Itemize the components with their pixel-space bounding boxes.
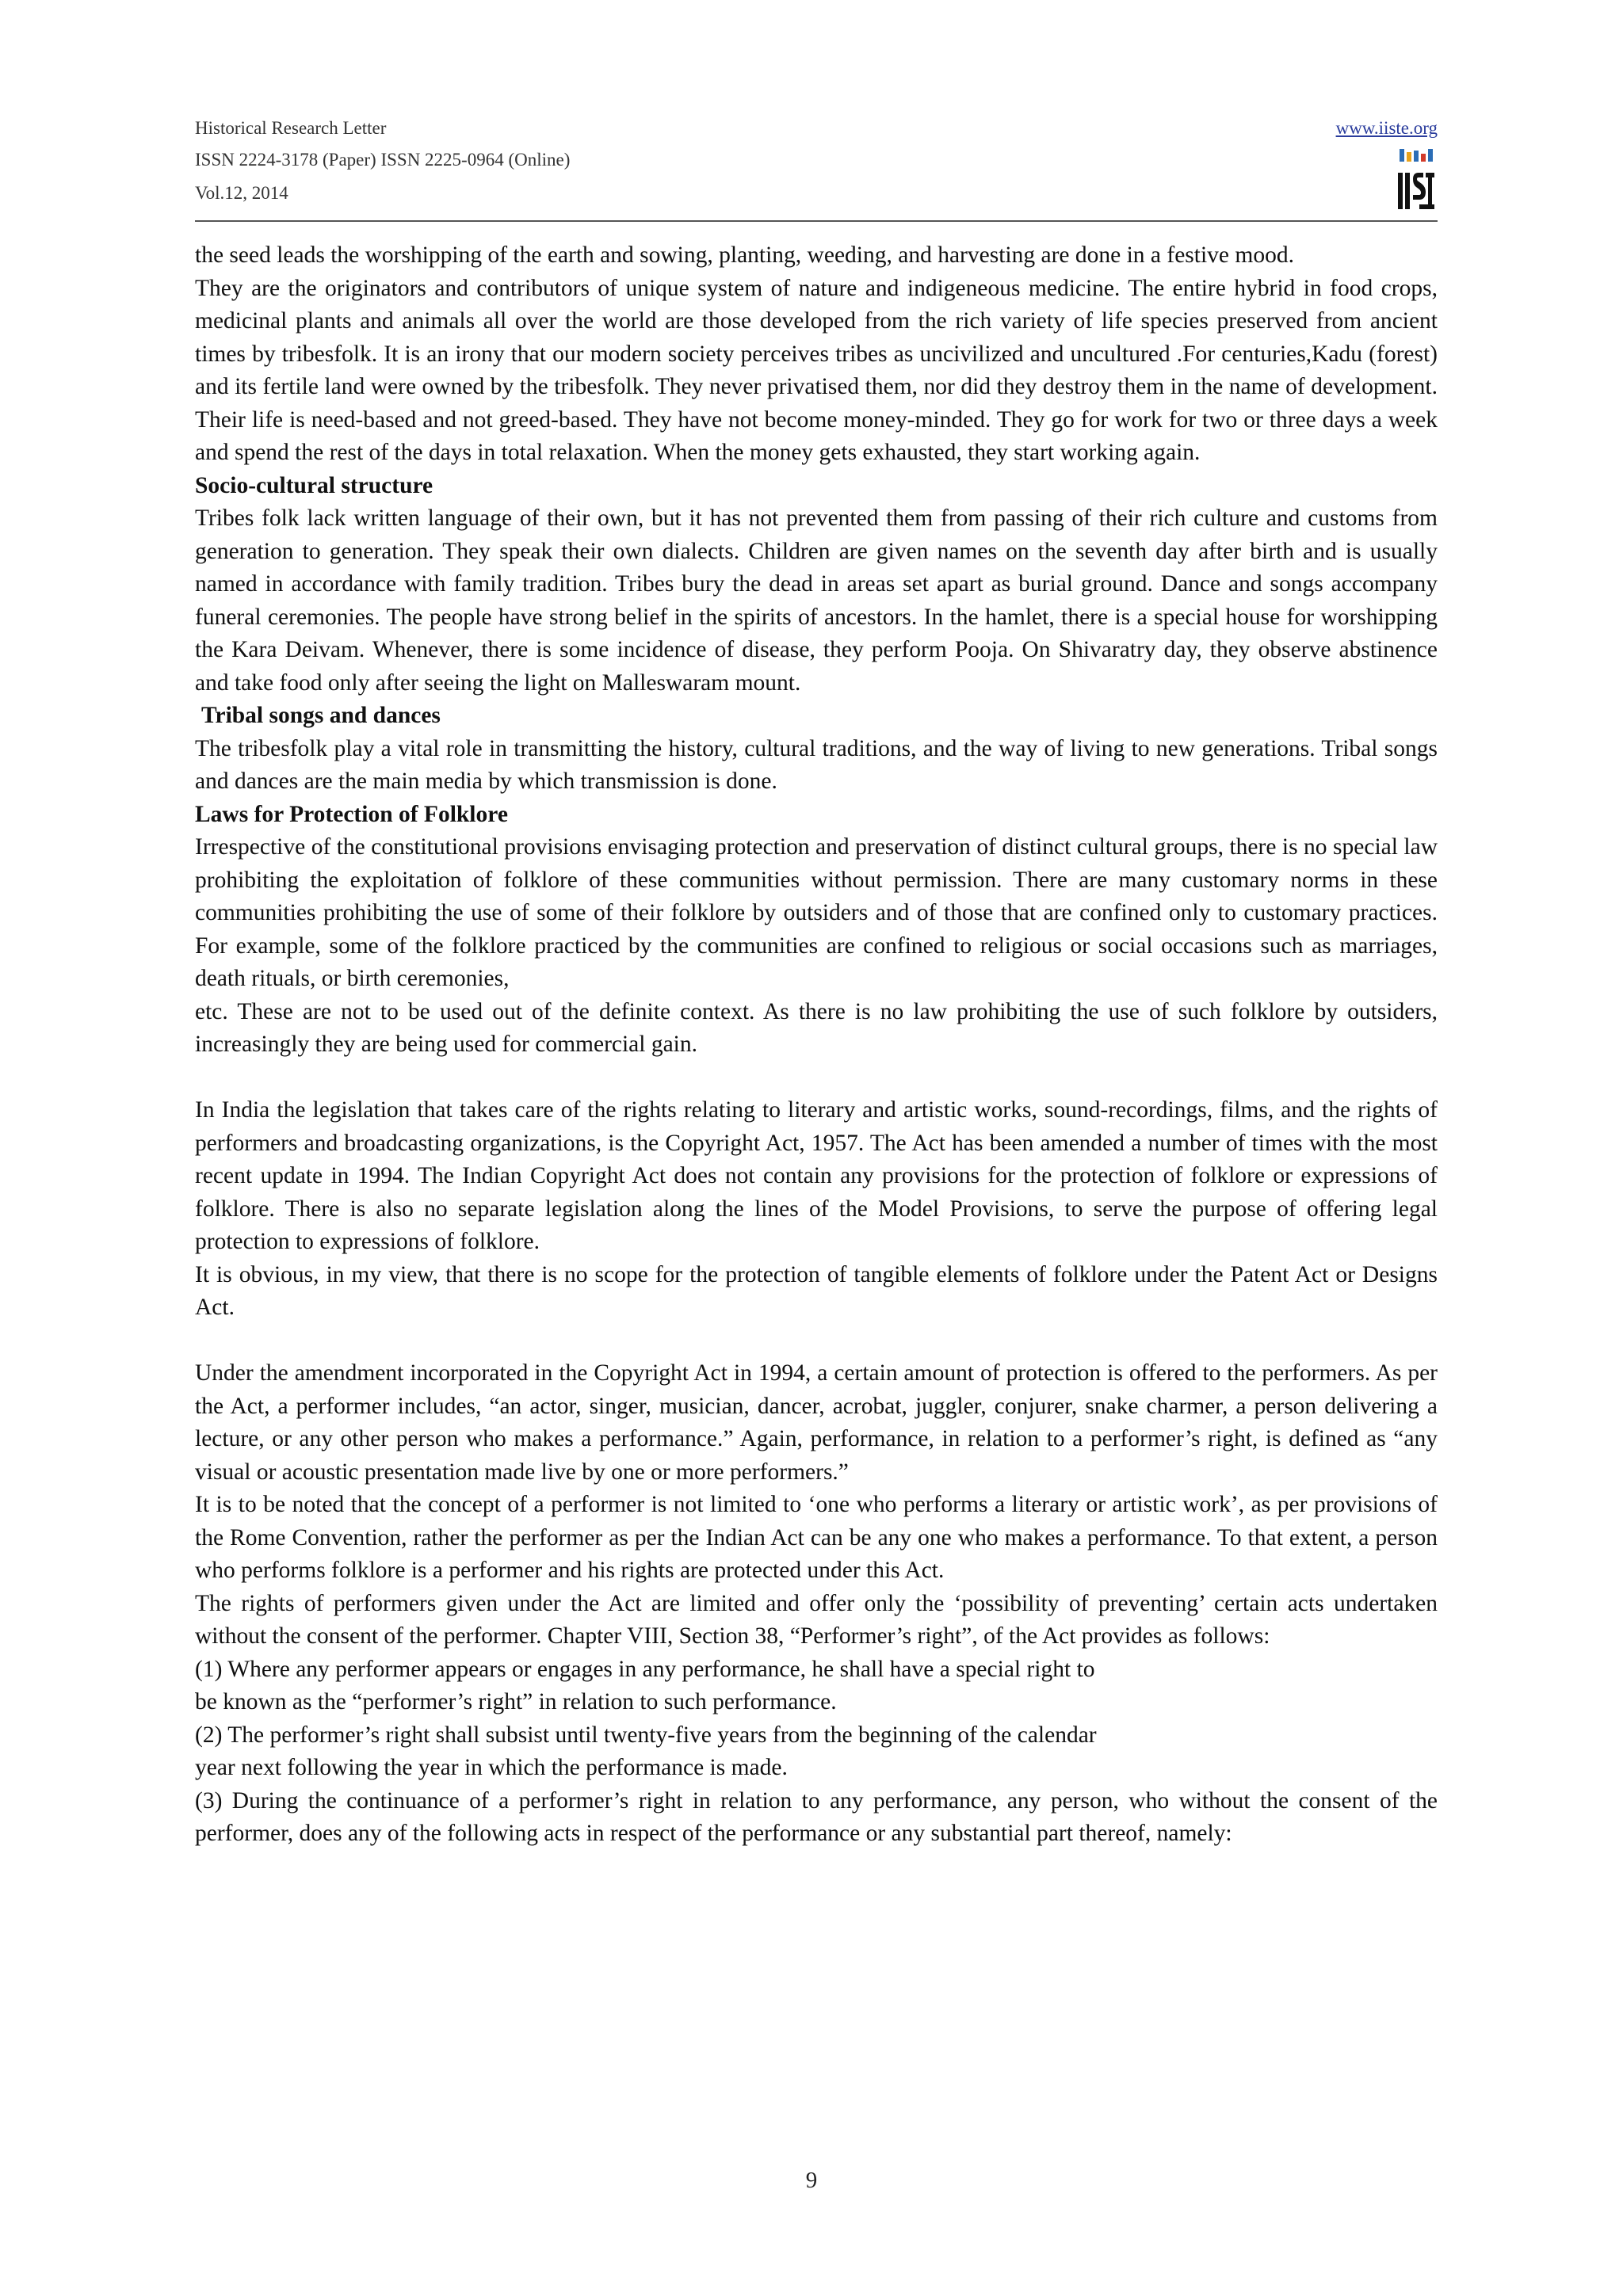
paragraph: The tribesfolk play a vital role in transmitting the history, cultural traditions, and the way of living to new generations. Tribal songs and dances are the main media by which transmission is done. <box>195 735 1438 794</box>
paragraph: They are the originators and contributors of unique system of nature and indigeneous medicine. The entire hybrid in food crops, medicinal plants and animals all over the world are those developed from the rich variety of life species preserved from ancient times by tribesfolk. It is an irony that our modern society perceives tribes as uncivilized and uncultured .For centuries,Kadu (forest) and its fertile land were owned by the tribesfolk. They never privatised them, nor did they destroy them in the name of development. Their life is need-based and not greed-based. They have not become money-minded. They go for work for two or three days a week and spend the rest of the days in total relaxation. When the money gets exhausted, they start working again. <box>195 275 1438 465</box>
volume-line: Vol.12, 2014 <box>195 183 288 203</box>
section-heading-laws: Laws for Protection of Folklore <box>195 801 508 827</box>
iiste-logo-icon <box>1398 147 1434 212</box>
paragraph: (3) During the continuance of a performer’s right in relation to any performance, any person, who without the consent of the performer, does any of the following acts in respect of the performance or any substantial part thereof, namely: <box>195 1787 1438 1846</box>
page-header <box>195 113 1438 217</box>
paragraph: the seed leads the worshipping of the earth and sowing, planting, weeding, and harvesting are done in a festive mood. <box>195 242 1294 268</box>
clause-2-line-1: (2) The performer’s right shall subsist until twenty-five years from the beginning of the calendar <box>195 1722 1097 1748</box>
clause-1-line-1: (1) Where any performer appears or engages in any performance, he shall have a special right to <box>195 1656 1095 1682</box>
spacer <box>195 1062 1438 1095</box>
paragraph: In India the legislation that takes care of the rights relating to literary and artistic works, sound-recordings, films, and the rights of performers and broadcasting organizations, is the Copyright Act, 1957. The Act has been amended a number of times with the most recent update in 1994. The Indian Copyright Act does not contain any provisions for the protection of folklore or expressions of folklore. There is also no separate legislation along the lines of the Model Provisions, to serve the purpose of offering legal protection to expressions of folklore. <box>195 1097 1438 1254</box>
paragraph: Irrespective of the constitutional provisions envisaging protection and preservation of distinct cultural groups, there is no special law prohibiting the exploitation of folklore of these communities without permission. There are many customary norms in these communities prohibiting the use of some of their folklore by outsiders and of those that are confined only to customary practices. For example, some of the folklore practiced by the communities are confined to religious or social occasions such as marriages, death rituals, or birth ceremonies, <box>195 834 1438 991</box>
article-body <box>195 239 1438 1851</box>
paragraph: It is to be noted that the concept of a performer is not limited to ‘one who performs a literary or artistic work’, as per provisions of the Rome Convention, rather the performer as per the Indian Act can be any one who makes a performance. To that extent, a person who performs folklore is a performer and his rights are protected under this Act. <box>195 1492 1438 1583</box>
paragraph: etc. These are not to be used out of the definite context. As there is no law prohibiting the use of such folklore by outsiders, increasingly they are being used for commercial gain. <box>195 998 1438 1057</box>
section-heading-tribal-songs: Tribal songs and dances <box>201 703 441 728</box>
paragraph: The rights of performers given under the Act are limited and offer only the ‘possibility of preventing’ certain acts undertaken without the consent of the performer. Chapter VIII, Section 38, “Performer’s right”, of the Act provides as follows: <box>195 1590 1438 1649</box>
paragraph: Under the amendment incorporated in the Copyright Act in 1994, a certain amount of protection is offered to the performers. As per the Act, a performer includes, “an actor, singer, musician, dancer, acrobat, juggler, conjurer, snake charmer, a person delivering a lecture, or any other person who makes a performance.” Again, performance, in relation to a performer’s right, is defined as “any visual or acoustic presentation made live by one or more performers.” <box>195 1360 1438 1485</box>
paragraph: Tribes folk lack written language of their own, but it has not prevented them from passing of their rich culture and customs from generation to generation. They speak their own dialects. Children are given names on the seventh day after birth and is usually named in accordance with family tradition. Tribes bury the dead in areas set apart as burial ground. Dance and songs accompany funeral ceremonies. The people have strong belief in the spirits of ancestors. In the hamlet, there is a special house for worshipping the Kara Deivam. Whenever, there is some incidence of disease, they perform Pooja. On Shivaratry day, they observe abstinence and take food only after seeing the light on Malleswaram mount. <box>195 505 1438 696</box>
section-heading-socio-cultural: Socio-cultural structure <box>195 472 433 498</box>
page-number: 9 <box>805 2168 818 2193</box>
clause-2-line-2: year next following the year in which the performance is made. <box>195 1755 788 1780</box>
website-link[interactable]: www.iiste.org <box>1335 118 1438 138</box>
clause-1-line-2: be known as the “performer’s right” in relation to such performance. <box>195 1689 837 1714</box>
paragraph: It is obvious, in my view, that there is no scope for the protection of tangible elements of folklore under the Patent Act or Designs Act. <box>195 1261 1438 1320</box>
issn-line: ISSN 2224-3178 (Paper) ISSN 2225-0964 (Online) <box>195 150 571 170</box>
header-rule <box>195 220 1438 222</box>
journal-title: Historical Research Letter <box>195 118 387 138</box>
spacer <box>195 1325 1438 1358</box>
